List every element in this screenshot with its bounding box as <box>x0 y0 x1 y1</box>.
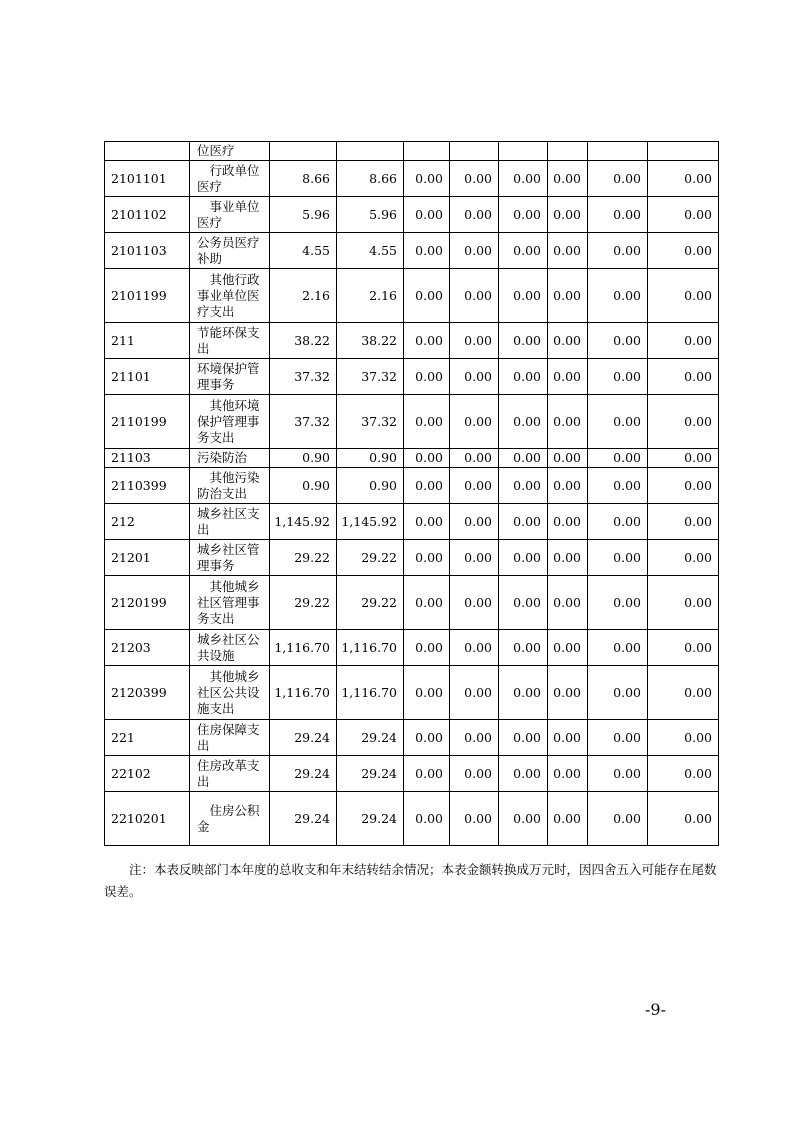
amount-cell <box>648 142 719 161</box>
amount-cell: 0.00 <box>450 576 499 630</box>
amount-cell <box>588 142 648 161</box>
amount-cell: 0.00 <box>648 197 719 233</box>
amount-cell: 0.00 <box>404 449 450 468</box>
amount-cell: 29.24 <box>337 756 404 792</box>
amount-cell: 0.00 <box>499 359 548 395</box>
amount-cell: 0.00 <box>548 323 588 359</box>
amount-cell: 0.00 <box>450 359 499 395</box>
amount-cell <box>337 142 404 161</box>
subject-name-cell: 其他城乡社区管理事务支出 <box>190 576 270 630</box>
amount-cell: 5.96 <box>270 197 337 233</box>
amount-cell: 29.24 <box>337 792 404 846</box>
amount-cell: 0.00 <box>450 504 499 540</box>
subject-name-cell: 位医疗 <box>190 142 270 161</box>
amount-cell: 29.22 <box>270 576 337 630</box>
amount-cell: 0.00 <box>648 359 719 395</box>
table-row <box>105 720 719 756</box>
amount-cell: 5.96 <box>337 197 404 233</box>
amount-cell: 0.00 <box>588 666 648 720</box>
amount-cell: 0.00 <box>404 792 450 846</box>
subject-code-cell: 2101101 <box>105 161 190 197</box>
subject-name-cell: 其他行政事业单位医疗支出 <box>190 269 270 323</box>
table-row <box>105 666 719 720</box>
amount-cell <box>404 142 450 161</box>
amount-cell: 0.00 <box>548 449 588 468</box>
subject-code-cell: 21101 <box>105 359 190 395</box>
amount-cell: 0.00 <box>450 756 499 792</box>
amount-cell: 0.00 <box>648 269 719 323</box>
amount-cell: 0.00 <box>450 540 499 576</box>
amount-cell: 0.00 <box>404 468 450 504</box>
amount-cell: 0.00 <box>548 630 588 666</box>
amount-cell: 0.00 <box>450 792 499 846</box>
expenditure-table <box>104 141 719 846</box>
amount-cell: 0.00 <box>588 197 648 233</box>
amount-cell: 37.32 <box>337 359 404 395</box>
subject-name-cell: 城乡社区支出 <box>190 504 270 540</box>
amount-cell: 0.00 <box>648 576 719 630</box>
subject-name-cell: 其他城乡社区公共设施支出 <box>190 666 270 720</box>
amount-cell: 0.00 <box>499 720 548 756</box>
amount-cell: 38.22 <box>337 323 404 359</box>
subject-code-cell: 2101103 <box>105 233 190 269</box>
table-row <box>105 468 719 504</box>
amount-cell: 0.00 <box>648 468 719 504</box>
subject-code-cell: 22102 <box>105 756 190 792</box>
amount-cell: 0.00 <box>404 504 450 540</box>
amount-cell: 0.00 <box>548 540 588 576</box>
table-row <box>105 540 719 576</box>
amount-cell: 1,116.70 <box>270 666 337 720</box>
amount-cell: 8.66 <box>270 161 337 197</box>
amount-cell: 0.00 <box>499 630 548 666</box>
amount-cell: 0.00 <box>499 576 548 630</box>
amount-cell <box>270 142 337 161</box>
amount-cell: 0.00 <box>648 449 719 468</box>
amount-cell: 0.00 <box>548 792 588 846</box>
table-row <box>105 197 719 233</box>
subject-name-cell: 住房公积金 <box>190 792 270 846</box>
subject-name-cell: 城乡社区管理事务 <box>190 540 270 576</box>
table-row <box>105 756 719 792</box>
amount-cell: 29.24 <box>270 792 337 846</box>
subject-code-cell: 2210201 <box>105 792 190 846</box>
amount-cell: 0.00 <box>499 792 548 846</box>
subject-name-cell: 环境保护管理事务 <box>190 359 270 395</box>
amount-cell: 0.00 <box>404 395 450 449</box>
amount-cell: 0.90 <box>337 449 404 468</box>
amount-cell: 0.00 <box>450 666 499 720</box>
amount-cell: 0.00 <box>588 395 648 449</box>
page-number: -9- <box>645 1000 666 1019</box>
amount-cell: 0.00 <box>404 720 450 756</box>
amount-cell: 38.22 <box>270 323 337 359</box>
amount-cell: 0.00 <box>648 630 719 666</box>
amount-cell: 29.24 <box>270 756 337 792</box>
subject-code-cell: 2101102 <box>105 197 190 233</box>
amount-cell <box>450 142 499 161</box>
subject-name-cell: 污染防治 <box>190 449 270 468</box>
amount-cell: 29.24 <box>270 720 337 756</box>
subject-code-cell: 2120399 <box>105 666 190 720</box>
amount-cell: 0.00 <box>588 756 648 792</box>
amount-cell: 0.00 <box>588 233 648 269</box>
table-row <box>105 142 719 161</box>
amount-cell: 0.00 <box>588 359 648 395</box>
amount-cell: 0.00 <box>404 630 450 666</box>
amount-cell: 0.00 <box>648 504 719 540</box>
table-row <box>105 792 719 846</box>
amount-cell: 0.00 <box>404 233 450 269</box>
amount-cell: 0.00 <box>648 792 719 846</box>
amount-cell: 37.32 <box>337 395 404 449</box>
amount-cell: 0.00 <box>499 756 548 792</box>
amount-cell: 1,145.92 <box>270 504 337 540</box>
amount-cell: 2.16 <box>337 269 404 323</box>
subject-code-cell: 212 <box>105 504 190 540</box>
amount-cell: 37.32 <box>270 359 337 395</box>
table-row <box>105 269 719 323</box>
amount-cell: 0.00 <box>450 630 499 666</box>
amount-cell: 0.00 <box>588 576 648 630</box>
subject-name-cell: 事业单位医疗 <box>190 197 270 233</box>
amount-cell: 0.00 <box>499 197 548 233</box>
amount-cell <box>548 142 588 161</box>
amount-cell: 0.00 <box>450 161 499 197</box>
amount-cell: 29.22 <box>337 576 404 630</box>
subject-code-cell: 2110199 <box>105 395 190 449</box>
amount-cell: 0.00 <box>404 540 450 576</box>
amount-cell: 0.00 <box>404 756 450 792</box>
subject-code-cell <box>105 142 190 161</box>
amount-cell: 0.00 <box>450 468 499 504</box>
amount-cell: 0.00 <box>588 449 648 468</box>
amount-cell: 0.00 <box>548 395 588 449</box>
amount-cell: 1,116.70 <box>337 630 404 666</box>
amount-cell: 29.24 <box>337 720 404 756</box>
table-row <box>105 323 719 359</box>
amount-cell: 0.00 <box>499 323 548 359</box>
amount-cell: 0.00 <box>588 323 648 359</box>
amount-cell: 0.00 <box>648 540 719 576</box>
amount-cell: 0.00 <box>499 269 548 323</box>
amount-cell: 0.00 <box>648 233 719 269</box>
amount-cell: 0.00 <box>499 540 548 576</box>
amount-cell: 0.00 <box>548 756 588 792</box>
amount-cell: 0.00 <box>588 720 648 756</box>
amount-cell: 0.00 <box>404 269 450 323</box>
amount-cell: 0.00 <box>588 504 648 540</box>
table-row <box>105 395 719 449</box>
amount-cell: 0.00 <box>588 269 648 323</box>
amount-cell: 0.00 <box>404 359 450 395</box>
amount-cell: 0.00 <box>499 666 548 720</box>
amount-cell: 0.00 <box>548 504 588 540</box>
amount-cell: 0.00 <box>404 576 450 630</box>
amount-cell: 0.00 <box>588 540 648 576</box>
amount-cell: 0.00 <box>588 792 648 846</box>
amount-cell: 0.00 <box>548 233 588 269</box>
amount-cell: 0.00 <box>404 197 450 233</box>
subject-code-cell: 221 <box>105 720 190 756</box>
amount-cell: 4.55 <box>337 233 404 269</box>
amount-cell: 2.16 <box>270 269 337 323</box>
amount-cell: 0.00 <box>588 630 648 666</box>
amount-cell: 8.66 <box>337 161 404 197</box>
amount-cell: 0.00 <box>499 161 548 197</box>
subject-name-cell: 住房改革支出 <box>190 756 270 792</box>
amount-cell: 0.00 <box>450 323 499 359</box>
subject-name-cell: 行政单位医疗 <box>190 161 270 197</box>
amount-cell: 0.00 <box>648 395 719 449</box>
amount-cell <box>499 142 548 161</box>
amount-cell: 0.00 <box>648 323 719 359</box>
table-row <box>105 630 719 666</box>
amount-cell: 1,145.92 <box>337 504 404 540</box>
amount-cell: 29.22 <box>270 540 337 576</box>
amount-cell: 1,116.70 <box>270 630 337 666</box>
amount-cell: 0.90 <box>337 468 404 504</box>
table-footnote: 注：本表反映部门本年度的总收支和年末结转结余情况；本表金额转换成万元时，因四舍五入可能存在尾数误差。 <box>104 862 717 899</box>
subject-code-cell: 2101199 <box>105 269 190 323</box>
amount-cell: 0.00 <box>648 161 719 197</box>
amount-cell: 0.00 <box>588 468 648 504</box>
subject-name-cell: 节能环保支出 <box>190 323 270 359</box>
subject-name-cell: 住房保障支出 <box>190 720 270 756</box>
amount-cell: 0.00 <box>548 161 588 197</box>
subject-code-cell: 21203 <box>105 630 190 666</box>
subject-name-cell: 其他环境保护管理事务支出 <box>190 395 270 449</box>
subject-code-cell: 2120199 <box>105 576 190 630</box>
amount-cell: 0.00 <box>499 468 548 504</box>
amount-cell: 29.22 <box>337 540 404 576</box>
amount-cell: 0.90 <box>270 449 337 468</box>
amount-cell: 0.00 <box>404 161 450 197</box>
amount-cell: 0.00 <box>450 395 499 449</box>
amount-cell: 0.00 <box>450 233 499 269</box>
amount-cell: 0.00 <box>588 161 648 197</box>
table-row <box>105 161 719 197</box>
amount-cell: 0.00 <box>548 468 588 504</box>
subject-name-cell: 公务员医疗补助 <box>190 233 270 269</box>
amount-cell: 4.55 <box>270 233 337 269</box>
amount-cell: 0.00 <box>548 576 588 630</box>
amount-cell: 0.00 <box>499 449 548 468</box>
table-row <box>105 504 719 540</box>
amount-cell: 0.00 <box>404 323 450 359</box>
amount-cell: 0.00 <box>548 197 588 233</box>
subject-code-cell: 211 <box>105 323 190 359</box>
subject-name-cell: 城乡社区公共设施 <box>190 630 270 666</box>
amount-cell: 37.32 <box>270 395 337 449</box>
amount-cell: 0.00 <box>648 756 719 792</box>
amount-cell: 0.00 <box>450 449 499 468</box>
amount-cell: 0.00 <box>450 197 499 233</box>
amount-cell: 0.00 <box>499 233 548 269</box>
amount-cell: 0.00 <box>404 666 450 720</box>
table-row <box>105 233 719 269</box>
amount-cell: 0.00 <box>548 359 588 395</box>
subject-name-cell: 其他污染防治支出 <box>190 468 270 504</box>
amount-cell: 0.00 <box>499 395 548 449</box>
subject-code-cell: 2110399 <box>105 468 190 504</box>
amount-cell: 1,116.70 <box>337 666 404 720</box>
amount-cell: 0.00 <box>450 720 499 756</box>
amount-cell: 0.90 <box>270 468 337 504</box>
subject-code-cell: 21103 <box>105 449 190 468</box>
subject-code-cell: 21201 <box>105 540 190 576</box>
table-row <box>105 576 719 630</box>
table-row <box>105 359 719 395</box>
table-body <box>105 142 719 846</box>
amount-cell: 0.00 <box>548 269 588 323</box>
amount-cell: 0.00 <box>499 504 548 540</box>
amount-cell: 0.00 <box>548 666 588 720</box>
amount-cell: 0.00 <box>648 666 719 720</box>
amount-cell: 0.00 <box>648 720 719 756</box>
amount-cell: 0.00 <box>450 269 499 323</box>
table-row <box>105 449 719 468</box>
amount-cell: 0.00 <box>548 720 588 756</box>
